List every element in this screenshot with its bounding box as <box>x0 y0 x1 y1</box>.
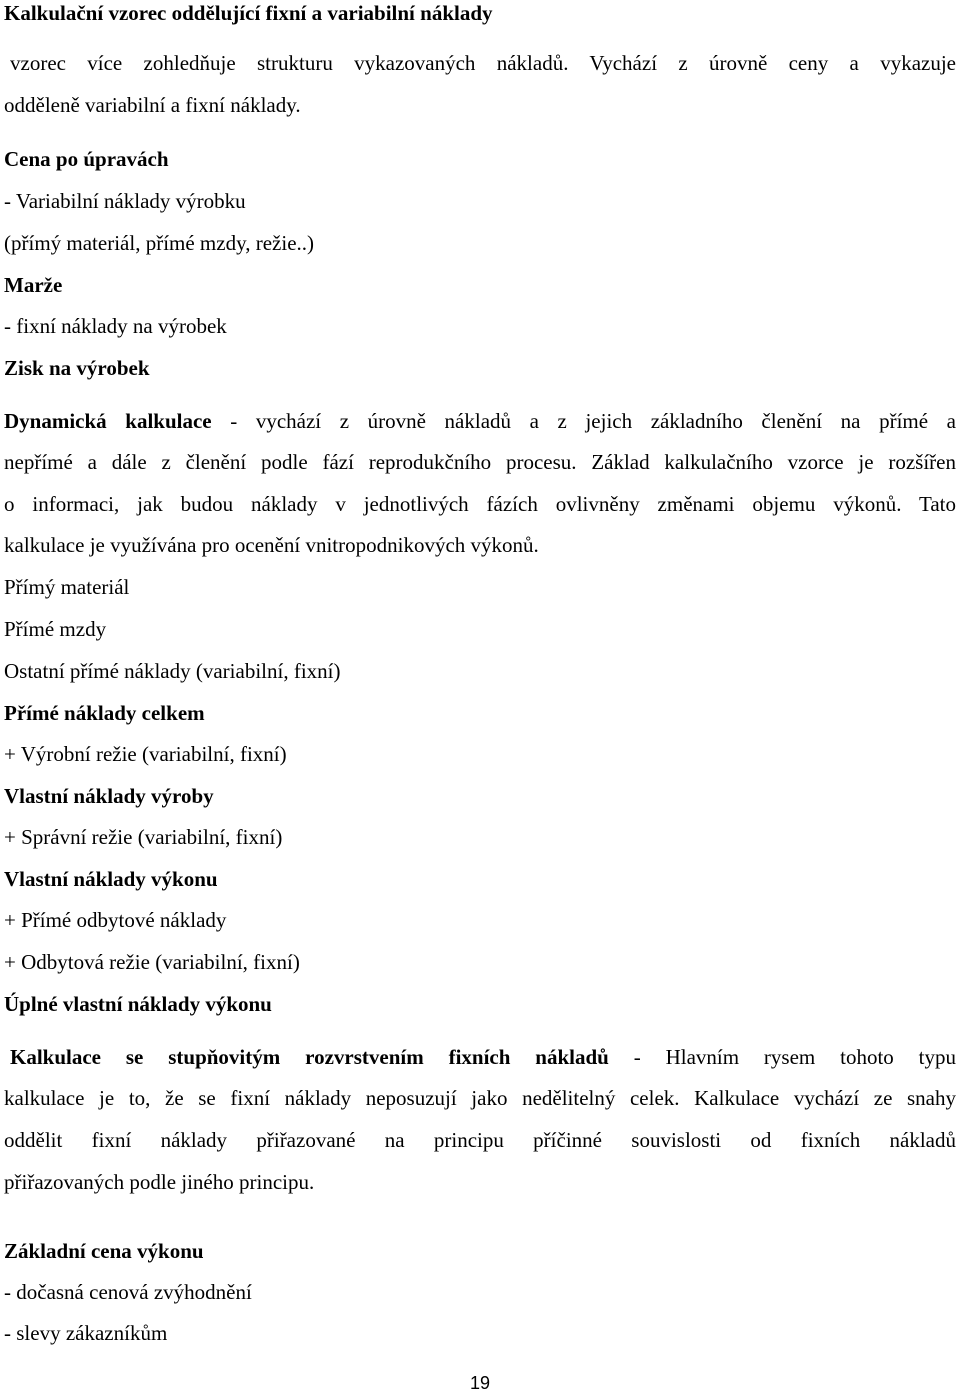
formula-line: Ostatní přímé náklady (variabilní, fixní) <box>4 659 341 683</box>
formula-line: (přímý materiál, přímé mzdy, režie..) <box>4 231 315 255</box>
formula-line: - fixní náklady na výrobek <box>4 314 227 338</box>
formula-line: + Odbytová režie (variabilní, fixní) <box>4 950 300 974</box>
formula-line: Přímé náklady celkem <box>4 701 205 725</box>
section-heading: Kalkulační vzorec oddělující fixní a variabilní náklady <box>4 1 493 25</box>
formula-line: + Přímé odbytové náklady <box>4 908 227 932</box>
paragraph-text: - Hlavním rysem tohoto typu <box>608 1045 956 1069</box>
formula-line: - dočasná cenová zvýhodnění <box>4 1280 252 1304</box>
formula-line: Cena po úpravách <box>4 147 169 171</box>
formula-line: Marže <box>4 273 63 297</box>
paragraph-line <box>10 1044 956 1070</box>
paragraph-line: odděleně variabilní a fixní náklady. <box>4 93 301 117</box>
formula-line: Přímý materiál <box>4 575 130 599</box>
paragraph-line: kalkulace je využívána pro ocenění vnitropodnikových výkonů. <box>4 533 539 557</box>
paragraph-line: o informaci, jak budou náklady v jednotlivých fázích ovlivněny změnami objemu výkonů. Tato <box>4 492 956 516</box>
paragraph-line: přiřazovaných podle jiného principu. <box>4 1170 315 1194</box>
term-dynamic-costing: Dynamická kalkulace <box>4 409 212 433</box>
paragraph-text: - vychází z úrovně nákladů a z jejich základního členění na přímé a <box>211 409 956 433</box>
paragraph-line: oddělit fixní náklady přiřazované na principu příčinné souvislosti od fixních nákladů <box>4 1128 956 1152</box>
formula-line: + Výrobní režie (variabilní, fixní) <box>4 742 287 766</box>
paragraph-line <box>4 408 956 434</box>
page-number: 19 <box>469 1373 491 1393</box>
formula-line: - Variabilní náklady výrobku <box>4 189 246 213</box>
paragraph-line: nepřímé a dále z členění podle fází reprodukčního procesu. Základ kalkulačního vzorce je rozšířen <box>4 450 956 474</box>
formula-line: Vlastní náklady výroby <box>4 784 214 808</box>
formula-line: Vlastní náklady výkonu <box>4 867 218 891</box>
formula-line: Přímé mzdy <box>4 617 107 641</box>
formula-line: - slevy zákazníkům <box>4 1321 168 1345</box>
term-step-costing: Kalkulace se stupňovitým rozvrstvením fixních nákladů <box>10 1045 609 1069</box>
formula-line: + Správní režie (variabilní, fixní) <box>4 825 283 849</box>
formula-line: Zisk na výrobek <box>4 356 150 380</box>
paragraph-line: vzorec více zohledňuje strukturu vykazovaných nákladů. Vychází z úrovně ceny a vykazuje <box>10 51 956 75</box>
formula-line: Základní cena výkonu <box>4 1239 204 1263</box>
formula-line: Úplné vlastní náklady výkonu <box>4 992 272 1016</box>
paragraph-line: kalkulace je to, že se fixní náklady neposuzují jako nedělitelný celek. Kalkulace vychází ze snahy <box>4 1086 956 1110</box>
